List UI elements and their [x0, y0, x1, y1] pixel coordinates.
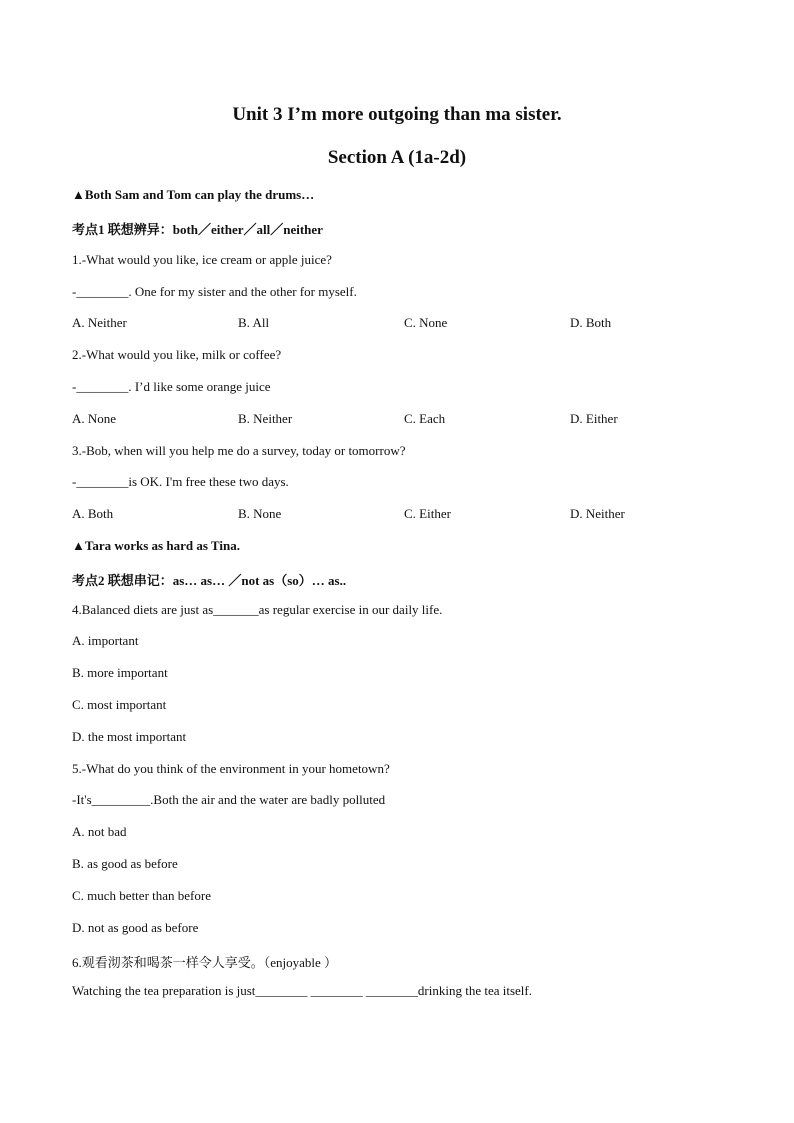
question-2-stem: 2.-What would you like, milk or coffee?	[72, 347, 282, 362]
question-1-option-a: A. Neither	[72, 315, 127, 330]
question-2-option-c: C. Each	[404, 411, 446, 426]
question-4-option-a: A. important	[72, 633, 139, 648]
question-1-option-b: B. All	[238, 315, 270, 330]
question-5-stem: 5.-What do you think of the environment in your hometown?	[72, 761, 390, 776]
question-4-option-d: D. the most important	[72, 729, 187, 744]
question-4-option-b: B. more important	[72, 665, 168, 680]
question-1-option-c: C. None	[404, 315, 448, 330]
question-5-reply: -It's_________.Both the air and the water are badly polluted	[72, 792, 386, 807]
question-2-option-b: B. Neither	[238, 411, 293, 426]
question-1-reply: -________. One for my sister and the other for myself.	[72, 284, 357, 299]
question-3-option-c: C. Either	[404, 506, 451, 521]
question-2-reply: -________. I’d like some orange juice	[72, 379, 271, 394]
question-2-option-d: D. Either	[570, 411, 618, 426]
key-point-2: 考点2 联想串记：as… as… ／not as（so）… as..	[72, 573, 347, 588]
page-title: Unit 3 I’m more outgoing than ma sister.	[232, 104, 562, 125]
question-3-option-a: A. Both	[72, 506, 114, 521]
question-3-option-b: B. None	[238, 506, 282, 521]
question-1-option-d: D. Both	[570, 315, 612, 330]
section-marker-1: ▲Both Sam and Tom can play the drums…	[72, 187, 315, 202]
key-point-1: 考点1 联想辨异：both／either／all／neither	[72, 222, 323, 237]
question-5-option-c: C. much better than before	[72, 888, 211, 903]
question-3-stem: 3.-Bob, when will you help me do a survey, today or tomorrow?	[72, 443, 406, 458]
question-4-option-c: C. most important	[72, 697, 167, 712]
question-4-stem: 4.Balanced diets are just as_______as regular exercise in our daily life.	[72, 602, 443, 617]
question-2-option-a: A. None	[72, 411, 117, 426]
question-6-stem: 6.观看沏茶和喝茶一样令人享受。（enjoyable ）	[72, 955, 338, 970]
question-1-stem: 1.-What would you like, ice cream or apple juice?	[72, 252, 332, 267]
section-marker-2: ▲Tara works as hard as Tina.	[72, 538, 240, 553]
question-6-sentence: Watching the tea preparation is just________ ________ ________drinking the tea itself.	[72, 983, 533, 998]
question-5-option-a: A. not bad	[72, 824, 127, 839]
question-5-option-d: D. not as good as before	[72, 920, 199, 935]
question-3-reply: -________is OK. I'm free these two days.	[72, 474, 289, 489]
page-subtitle: Section A (1a-2d)	[327, 147, 467, 168]
question-5-option-b: B. as good as before	[72, 856, 178, 871]
question-3-option-d: D. Neither	[570, 506, 625, 521]
